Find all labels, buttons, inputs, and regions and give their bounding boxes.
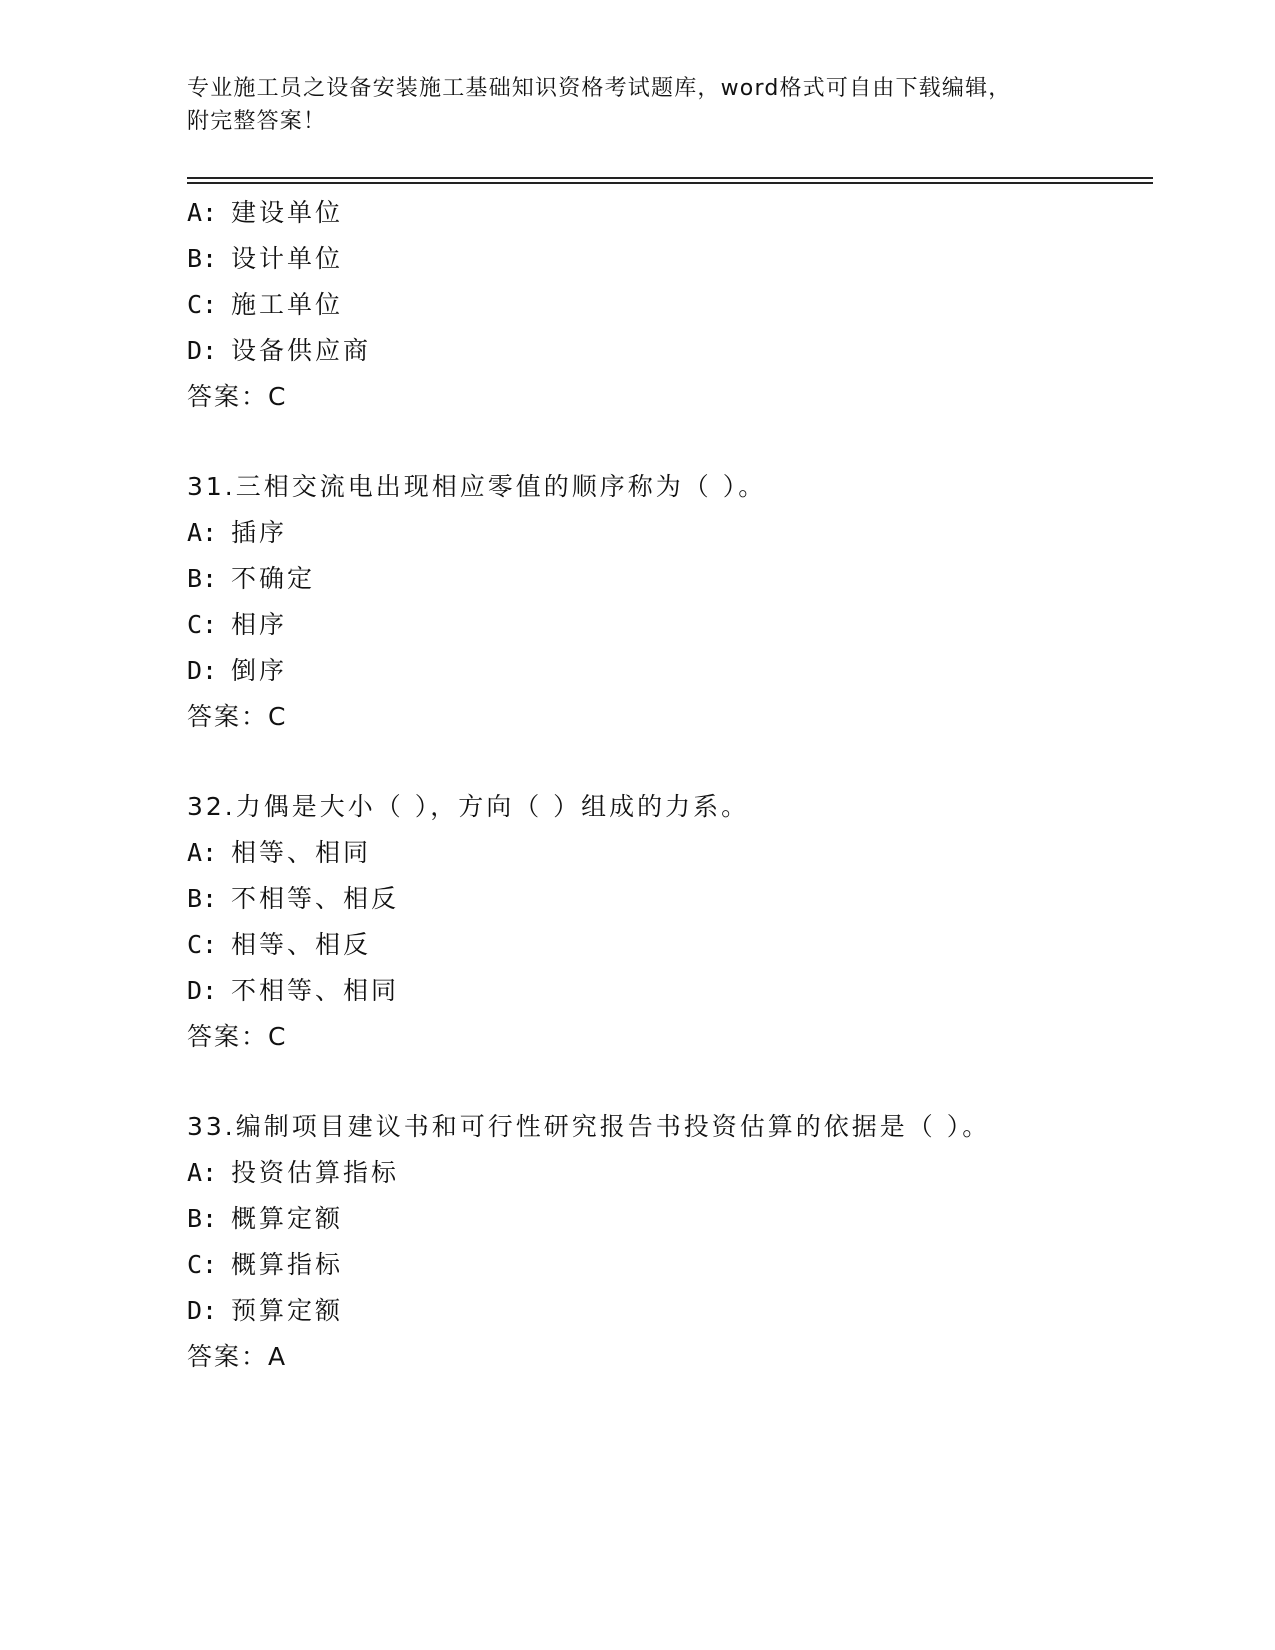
option-d	[187, 328, 1147, 374]
header-line-2: 附完整答案！	[187, 109, 327, 134]
question-block	[187, 190, 1147, 420]
option-letter: C:	[187, 610, 218, 639]
option-letter: A:	[187, 1158, 218, 1187]
option-letter: B:	[187, 1204, 218, 1233]
option-letter: A:	[187, 198, 218, 227]
block-spacer	[187, 740, 1147, 784]
option-letter: D:	[187, 976, 218, 1005]
option-text: 倒序	[231, 656, 288, 685]
option-b	[187, 556, 1147, 602]
option-text: 相等、相同	[231, 838, 372, 867]
question-stem: 33.编制项目建议书和可行性研究报告书投资估算的依据是（ ）。	[187, 1112, 991, 1141]
option-text: 预算定额	[231, 1296, 344, 1325]
option-text: 插序	[231, 518, 288, 547]
option-letter: B:	[187, 884, 218, 913]
option-c	[187, 282, 1147, 328]
option-letter: C:	[187, 1250, 218, 1279]
option-a	[187, 510, 1147, 556]
option-d	[187, 1288, 1147, 1334]
option-letter: A:	[187, 838, 218, 867]
question-block	[187, 464, 1147, 740]
option-text: 建设单位	[231, 198, 344, 227]
option-letter: D:	[187, 1296, 218, 1325]
question-block	[187, 784, 1147, 1060]
option-d	[187, 648, 1147, 694]
option-b	[187, 876, 1147, 922]
option-letter: B:	[187, 244, 218, 273]
option-text: 不相等、相反	[231, 884, 400, 913]
option-d	[187, 968, 1147, 1014]
option-text: 施工单位	[231, 290, 344, 319]
option-text: 投资估算指标	[231, 1158, 400, 1187]
answer-line: 答案：C	[187, 1022, 288, 1051]
option-letter: A:	[187, 518, 218, 547]
option-b	[187, 1196, 1147, 1242]
header-divider-bottom	[187, 182, 1153, 184]
option-text: 设计单位	[231, 244, 344, 273]
answer-line: 答案：C	[187, 702, 288, 731]
block-spacer	[187, 1060, 1147, 1104]
header-divider-top	[187, 177, 1153, 179]
option-c	[187, 922, 1147, 968]
option-text: 概算指标	[231, 1250, 344, 1279]
answer-line: 答案：C	[187, 382, 288, 411]
block-spacer	[187, 420, 1147, 464]
option-letter: C:	[187, 290, 218, 319]
option-b	[187, 236, 1147, 282]
header-line-1: 专业施工员之设备安装施工基础知识资格考试题库，word格式可自由下载编辑，	[187, 76, 1012, 101]
question-block	[187, 1104, 1147, 1380]
answer-line: 答案：A	[187, 1342, 288, 1371]
document-header	[187, 72, 1067, 138]
option-text: 不相等、相同	[231, 976, 400, 1005]
option-text: 设备供应商	[231, 336, 372, 365]
option-letter: D:	[187, 656, 218, 685]
option-letter: C:	[187, 930, 218, 959]
question-stem: 32.力偶是大小（ ），方向（ ）组成的力系。	[187, 792, 750, 821]
option-text: 概算定额	[231, 1204, 344, 1233]
option-text: 相等、相反	[231, 930, 372, 959]
option-a	[187, 830, 1147, 876]
option-c	[187, 1242, 1147, 1288]
question-stem: 31.三相交流电出现相应零值的顺序称为（ ）。	[187, 472, 767, 501]
option-text: 不确定	[231, 564, 316, 593]
option-letter: B:	[187, 564, 218, 593]
option-c	[187, 602, 1147, 648]
option-a	[187, 190, 1147, 236]
question-list	[187, 190, 1147, 1380]
option-a	[187, 1150, 1147, 1196]
option-letter: D:	[187, 336, 218, 365]
option-text: 相序	[231, 610, 288, 639]
